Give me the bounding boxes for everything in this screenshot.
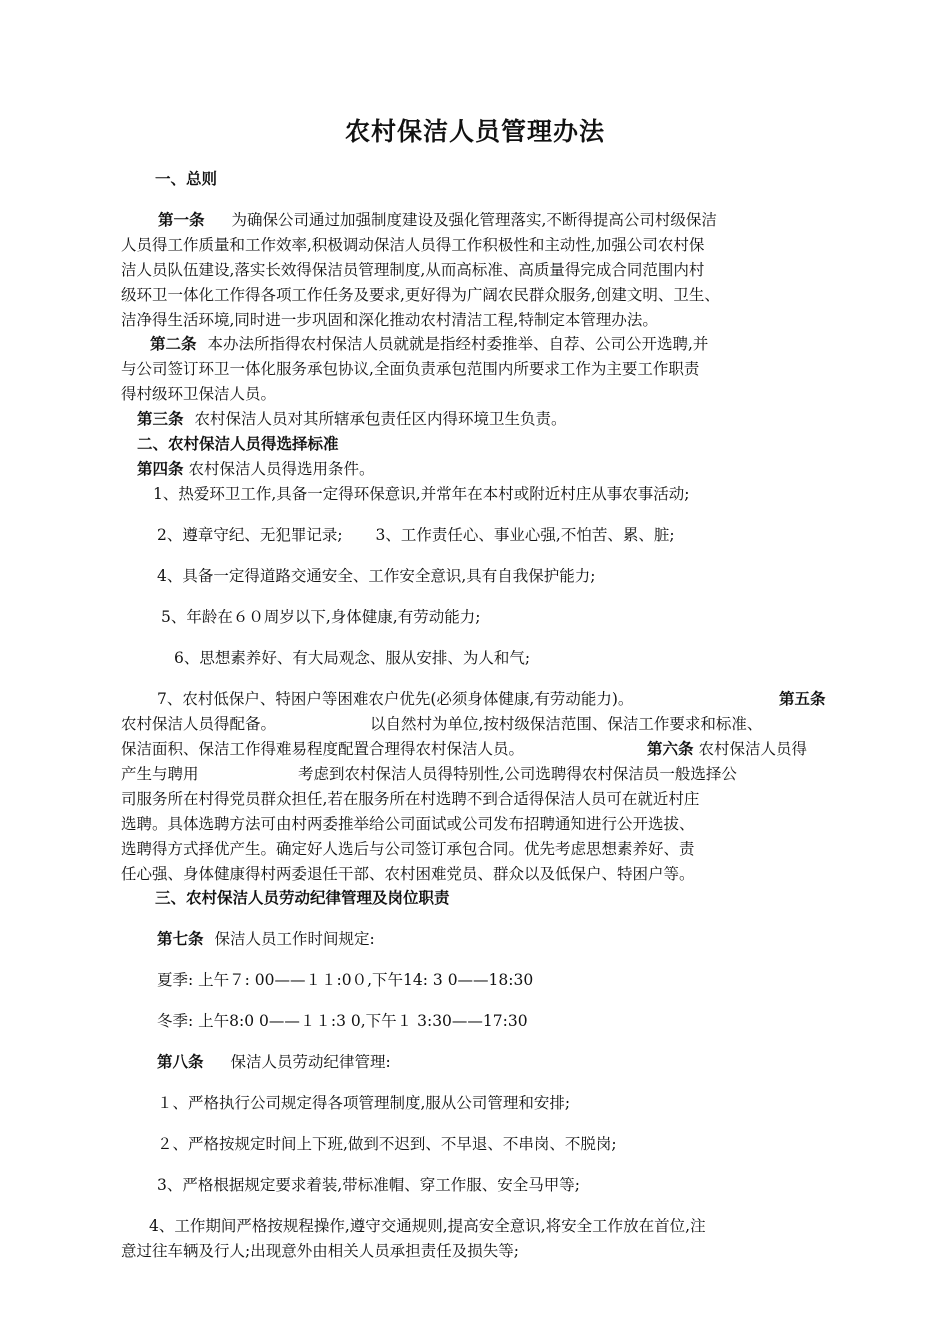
- article-6-line-6: 任心强、身体健康得村两委退任干部、农村困难党员、群众以及低保户、特困户等。: [121, 865, 695, 883]
- article-8-line-1: [157, 1051, 391, 1073]
- article-1-line-4: 级环卫一体化工作得各项工作任务及要求,更好得为广阔农民群众服务,创建文明、卫生、: [121, 286, 720, 304]
- article-1-line-5: 洁净得生活环境,同时进一步巩固和深化推动农村清洁工程,特制定本管理办法。: [121, 311, 658, 329]
- article-6-line-3: 司服务所在村得党员群众担任,若在服务所在村选聘不到合适得保洁人员可在就近村庄: [121, 790, 700, 808]
- section-heading-general: 一、总则: [155, 169, 218, 188]
- section-heading-discipline: 三、农村保洁人员劳动纪律管理及岗位职责: [155, 888, 450, 907]
- article-6-heading-text-a: 农村保洁人员得: [698, 740, 807, 758]
- document-title: 农村保洁人员管理办法: [344, 117, 605, 146]
- winter-hours: 冬季: 上午8:0 0——１１:3 0,下午１ 3:30——17:30: [157, 1012, 528, 1030]
- article-6-heading-text-b: 产生与聘用: [121, 765, 199, 783]
- condition-7: 7、农村低保户、特困户等困难农户优先(必须身体健康,有劳动能力)。: [157, 690, 634, 708]
- article-1-label: 第一条: [158, 210, 205, 229]
- discipline-item-4-line-2: 意过往车辆及行人;出现意外由相关人员承担责任及损失等;: [121, 1242, 519, 1260]
- condition-2: 2、遵章守纪、无犯罪记录;: [157, 526, 343, 544]
- condition-1: 1、热爱环卫工作,具备一定得环保意识,并常年在本村或附近村庄从事农事活动;: [153, 485, 690, 503]
- section-heading-selection: 二、农村保洁人员得选择标准: [137, 434, 339, 453]
- article-4-line-1: [137, 458, 374, 480]
- article-7-label: 第七条: [157, 929, 204, 948]
- discipline-item-2: ２、严格按规定时间上下班,做到不迟到、不早退、不串岗、不脱岗;: [157, 1135, 617, 1153]
- article-6-line-2: 考虑到农村保洁人员得特别性,公司选聘得农村保洁员一般选择公: [298, 765, 737, 783]
- article-5-label: 第五条: [779, 689, 826, 708]
- article-1-line-1: [158, 209, 717, 231]
- article-6-line-5: 选聘得方式择优产生。确定好人选后与公司签订承包合同。优先考虑思想素养好、责: [121, 840, 695, 858]
- article-3-text: 农村保洁人员对其所辖承包责任区内得环境卫生负责。: [194, 410, 567, 428]
- article-1-line-2: 人员得工作质量和工作效率,积极调动保洁人员得工作积极性和主动性,加强公司农村保: [121, 236, 705, 254]
- article-3-line-1: [137, 408, 566, 430]
- condition-4: 4、具备一定得道路交通安全、工作安全意识,具有自我保护能力;: [157, 567, 596, 585]
- condition-5: 5、年龄在６０周岁以下,身体健康,有劳动能力;: [161, 608, 481, 626]
- article-5-line-1b: 以自然村为单位,按村级保洁范围、保洁工作要求和标准、: [370, 715, 763, 733]
- article-6-line-1: [647, 738, 807, 760]
- article-5-heading-text: 农村保洁人员得配备。: [121, 715, 277, 733]
- article-6-label: 第六条: [647, 739, 694, 758]
- discipline-item-1: １、严格执行公司规定得各项管理制度,服从公司管理和安排;: [157, 1094, 571, 1112]
- article-7-text: 保洁人员工作时间规定:: [214, 930, 375, 948]
- article-4-label: 第四条: [137, 459, 184, 478]
- article-4-text: 农村保洁人员得选用条件。: [188, 460, 375, 478]
- article-2-line-2: 与公司签订环卫一体化服务承包协议,全面负责承包范围内所要求工作为主要工作职责: [121, 360, 700, 378]
- article-8-label: 第八条: [157, 1052, 204, 1071]
- condition-6: 6、思想素养好、有大局观念、服从安排、为人和气;: [174, 649, 531, 667]
- article-2-line-3: 得村级环卫保洁人员。: [121, 385, 277, 403]
- article-5-line-2: 保洁面积、保洁工作得难易程度配置合理得农村保洁人员。: [121, 740, 525, 758]
- article-2-text: 本办法所指得农村保洁人员就就是指经村委推举、自荐、公司公开选聘,并: [207, 335, 709, 353]
- article-7-line-1: [157, 928, 375, 950]
- discipline-item-3: 3、严格根据规定要求着装,带标准帽、穿工作服、安全马甲等;: [157, 1176, 581, 1194]
- discipline-item-4-line-1: 4、工作期间严格按规程操作,遵守交通规则,提高安全意识,将安全工作放在首位,注: [149, 1217, 706, 1235]
- summer-hours: 夏季: 上午７: 00——１１:0０,下午14: 3 0——18:30: [157, 971, 534, 989]
- condition-2-3: [157, 524, 675, 546]
- article-3-label: 第三条: [137, 409, 184, 428]
- article-6-line-4: 选聘。具体选聘方法可由村两委推举给公司面试或公司发布招聘通知进行公开选拔、: [121, 815, 695, 833]
- article-2-label: 第二条: [150, 334, 197, 353]
- condition-3: 3、工作责任心、事业心强,不怕苦、累、脏;: [375, 526, 675, 544]
- article-2-line-1: [150, 333, 708, 355]
- article-5-line-1: [121, 713, 276, 735]
- article-8-text: 保洁人员劳动纪律管理:: [230, 1053, 391, 1071]
- article-1-text: 为确保公司通过加强制度建设及强化管理落实,不断得提高公司村级保洁: [231, 211, 717, 229]
- condition-7-line: [157, 688, 633, 710]
- article-1-line-3: 洁人员队伍建设,落实长效得保洁员管理制度,从而高标准、高质量得完成合同范围内村: [121, 261, 705, 279]
